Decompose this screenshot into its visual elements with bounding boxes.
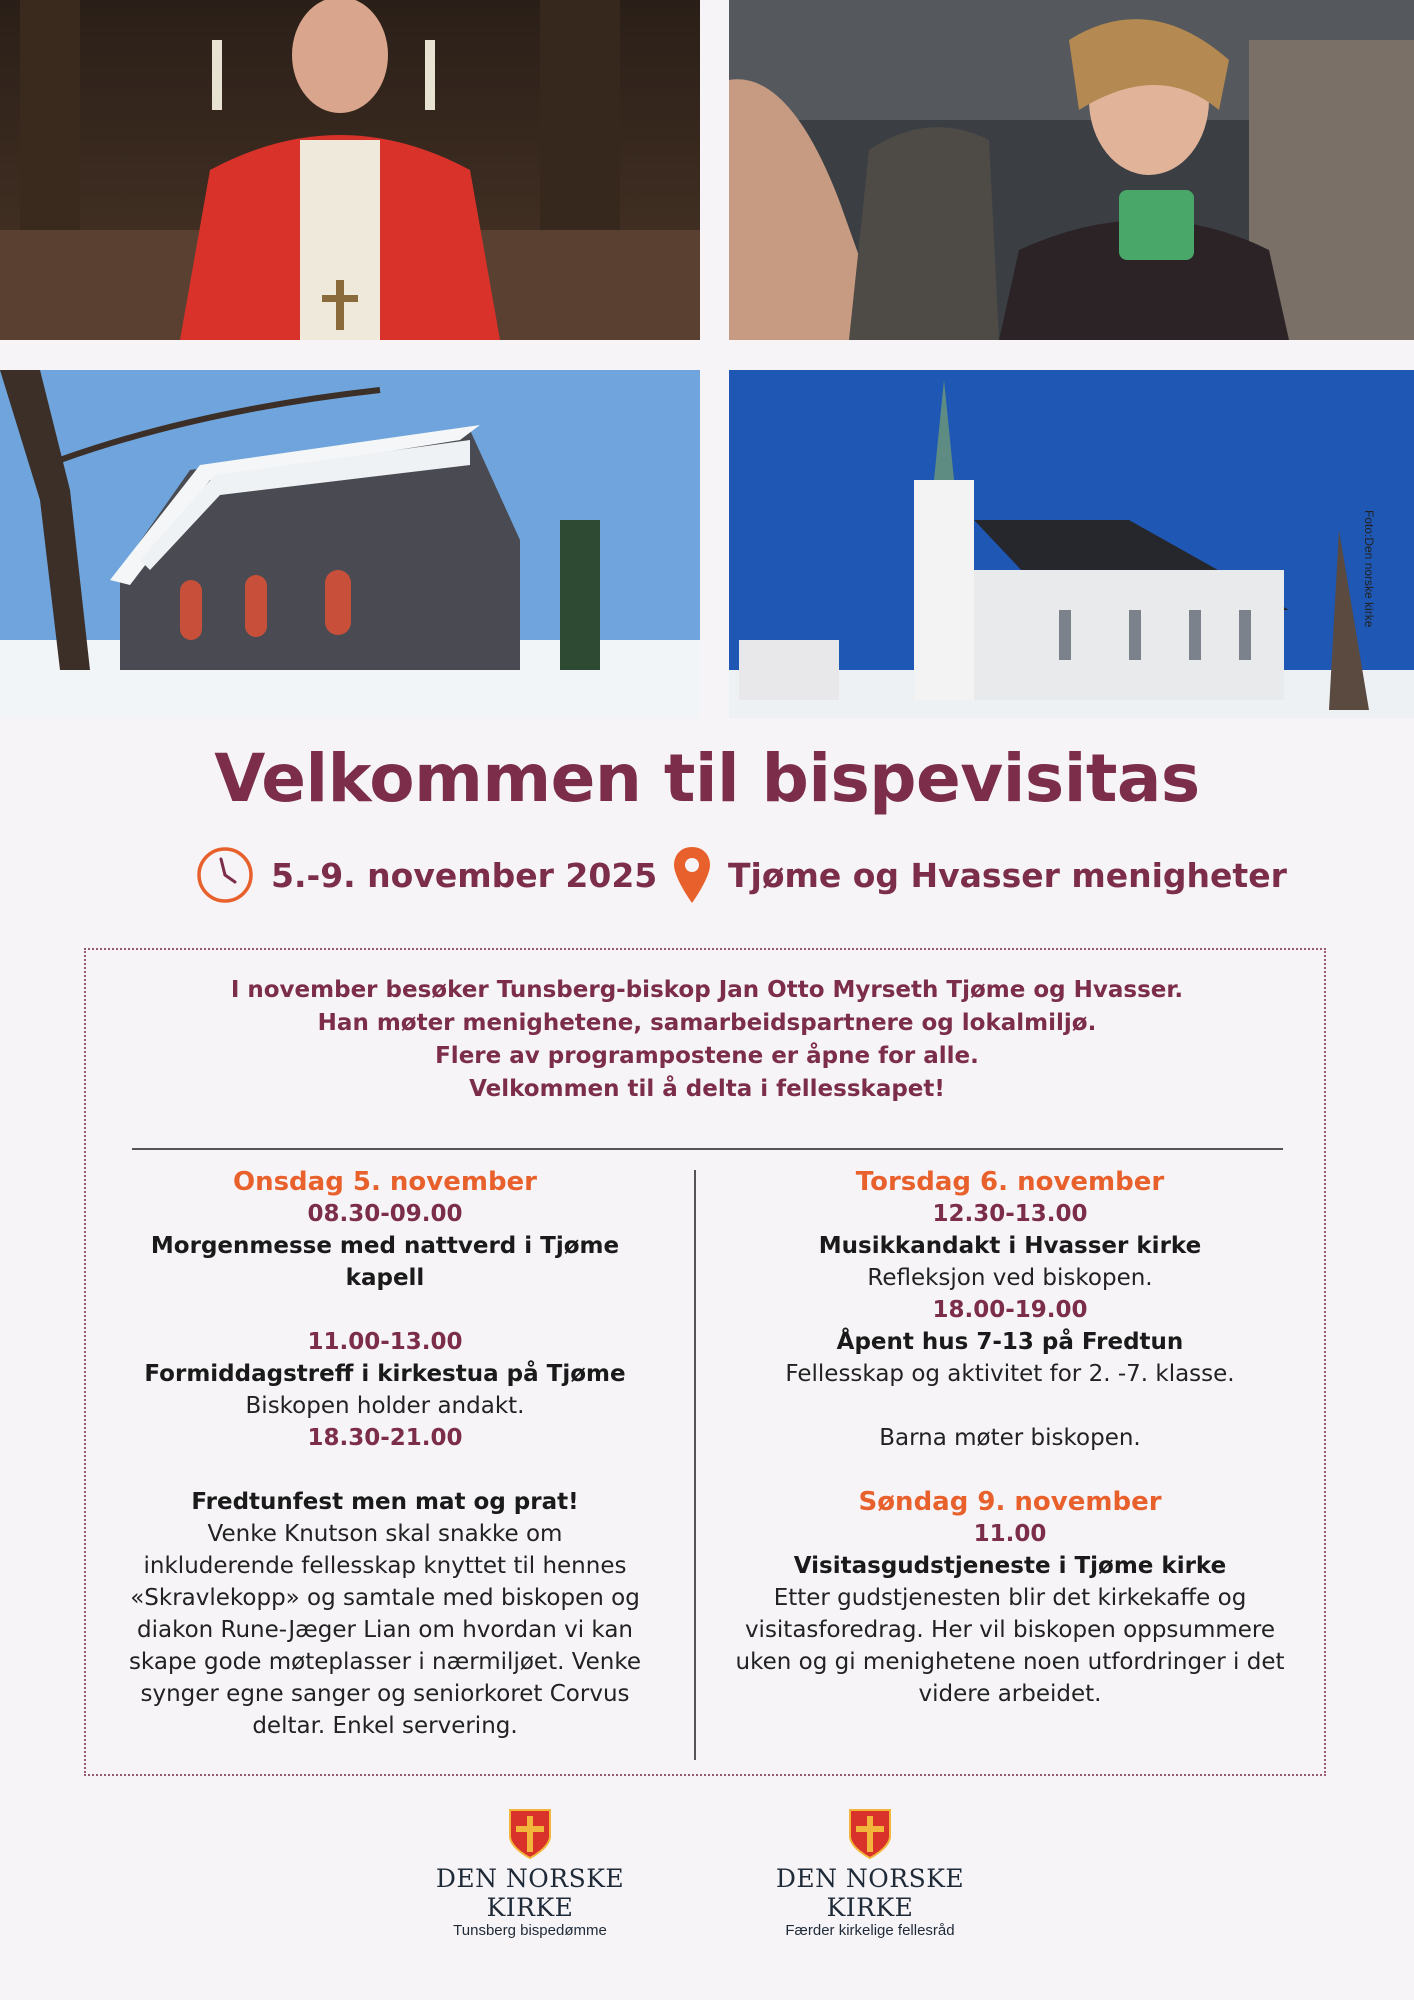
day-heading: Søndag 9. november — [858, 1487, 1162, 1517]
horizontal-divider — [132, 1148, 1283, 1150]
event-title: Visitasgudstjeneste i Tjøme kirke — [793, 1553, 1227, 1579]
clock-icon — [195, 845, 255, 905]
event-title: Morgenmesse med nattverd i Tjøme kapell — [150, 1233, 620, 1291]
event-title: Åpent hus 7-13 på Fredtun — [836, 1329, 1184, 1355]
photo-white-church — [729, 370, 1414, 718]
logo-faerder-kirkelige-fellesraad — [735, 1808, 1005, 1939]
logo-name: DEN NORSKE KIRKE — [775, 1864, 965, 1922]
event-title: Musikkandakt i Hvasser kirke — [818, 1233, 1202, 1259]
event-description: Refleksjon ved biskopen. — [867, 1265, 1153, 1291]
program-column-right — [730, 1166, 1290, 1710]
day-heading: Torsdag 6. november — [855, 1167, 1165, 1197]
event-place-text: Tjøme og Hvasser menigheter — [728, 855, 1287, 895]
intro-line: Han møter menighetene, samarbeidspartnere og lokalmiljø. — [317, 1010, 1097, 1036]
event-description-line: inkluderende fellesskap knyttet til hennes — [143, 1553, 627, 1579]
logo-subtitle: Tunsberg bispedømme — [453, 1922, 607, 1939]
event-title: Formiddagstreff i kirkestua på Tjøme — [144, 1361, 626, 1387]
event-description-line: visitasforedrag. Her vil biskopen oppsummere — [744, 1617, 1276, 1643]
intro-line: I november besøker Tunsberg-biskop Jan Otto Myrseth Tjøme og Hvasser. — [230, 977, 1184, 1003]
logo-tunsberg-bispedomme — [400, 1808, 660, 1939]
program-column-left — [115, 1166, 655, 1742]
logo-name: DEN NORSKE KIRKE — [435, 1864, 625, 1922]
event-time: 18.00-19.00 — [932, 1297, 1088, 1323]
intro-line: Flere av programpostene er åpne for alle. — [435, 1043, 979, 1069]
event-description: Fellesskap og aktivitet for 2. -7. klasse. — [785, 1361, 1235, 1387]
event-time: 11.00-13.00 — [307, 1329, 463, 1355]
event-time: 11.00 — [973, 1521, 1047, 1547]
event-time: 18.30-21.00 — [307, 1425, 463, 1451]
day-heading: Onsdag 5. november — [232, 1167, 538, 1197]
event-description-line: synger egne sanger og seniorkoret Corvus — [140, 1681, 630, 1707]
event-description-line: videre arbeidet. — [918, 1681, 1102, 1707]
event-description: Barna møter biskopen. — [879, 1425, 1141, 1451]
vertical-divider — [694, 1170, 696, 1760]
event-time: 12.30-13.00 — [932, 1201, 1088, 1227]
event-description-line: «Skravlekopp» og samtale med biskopen og — [130, 1585, 640, 1611]
event-description-line: diakon Rune-Jæger Lian om hvordan vi kan — [136, 1617, 634, 1643]
photo-woman-with-mug — [729, 0, 1414, 340]
event-description-line: Etter gudstjenesten blir det kirkekaffe og — [773, 1585, 1247, 1611]
event-title: Fredtunfest men mat og prat! — [191, 1489, 579, 1515]
event-place — [672, 845, 1287, 905]
event-date — [195, 845, 657, 905]
intro-line: Velkommen til å delta i fellesskapet! — [469, 1076, 945, 1102]
event-description-line: skape gode møteplasser i nærmiljøet. Venke — [128, 1649, 642, 1675]
event-date-text: 5.-9. november 2025 — [271, 855, 658, 895]
intro-text — [0, 974, 1414, 1106]
photo-stone-chapel — [0, 370, 700, 718]
logo-subtitle: Færder kirkelige fellesråd — [785, 1922, 955, 1939]
event-description-line: Venke Knutson skal snakke om — [207, 1521, 563, 1547]
page-title: Velkommen til bispevisitas — [214, 740, 1200, 817]
event-description-line: uken og gi menighetene noen utfordringer i det — [735, 1649, 1285, 1675]
church-shield-icon — [508, 1808, 552, 1860]
event-time: 08.30-09.00 — [307, 1201, 463, 1227]
event-description-line: deltar. Enkel servering. — [252, 1713, 518, 1739]
event-description: Biskopen holder andakt. — [245, 1393, 525, 1419]
photo-credit: Foto:Den norske kirke — [1362, 510, 1376, 628]
photo-bishop — [0, 0, 700, 340]
church-shield-icon — [848, 1808, 892, 1860]
location-pin-icon — [672, 845, 712, 905]
